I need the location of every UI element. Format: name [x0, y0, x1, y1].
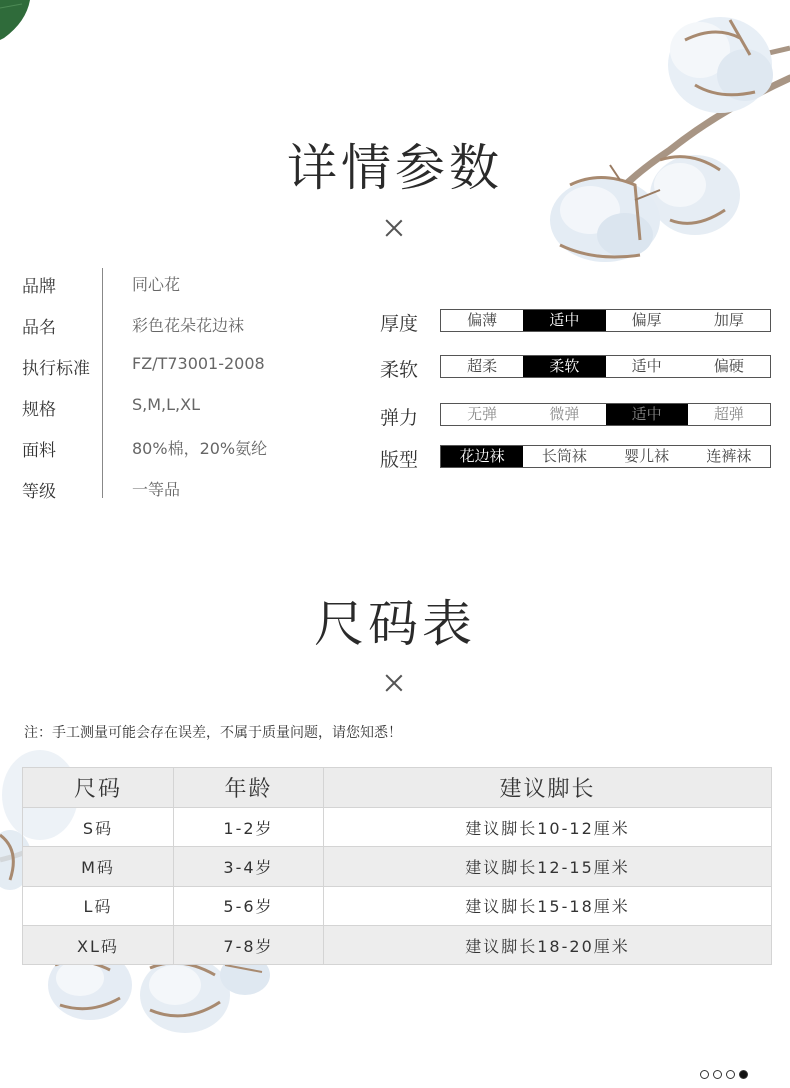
attr-option: 连裤袜: [706, 447, 752, 465]
attr-scale-softness: [440, 355, 771, 378]
cell-foot-length: 建议脚长10-12厘米: [324, 808, 772, 847]
leaf-decoration: [0, 0, 60, 60]
section-title-size-chart: 尺码表: [314, 595, 476, 653]
close-icon: [385, 674, 403, 692]
cell-size: M码: [23, 847, 174, 886]
pagination-dot[interactable]: [739, 1070, 748, 1079]
spec-value-size: S,M,L,XL: [132, 395, 201, 414]
spec-value-standard: FZ/T73001-2008: [132, 354, 265, 373]
cell-age: 5-6岁: [174, 886, 324, 925]
attr-option: 超弹: [713, 405, 744, 423]
attr-option: 加厚: [713, 311, 744, 329]
attr-option: 柔软: [523, 356, 605, 377]
attr-option: 长筒袜: [541, 447, 587, 465]
pagination-dot[interactable]: [713, 1070, 722, 1079]
spec-label-standard: 执行标准: [22, 359, 90, 379]
spec-value-fabric: 80%棉，20%氨纶: [132, 439, 268, 458]
spec-divider: [102, 268, 103, 498]
cell-age: 1-2岁: [174, 808, 324, 847]
cell-foot-length: 建议脚长12-15厘米: [324, 847, 772, 886]
measurement-note: 注：手工测量可能会存在误差，不属于质量问题，请您知悉！: [24, 725, 402, 741]
table-row: [23, 847, 772, 886]
attr-option: 适中: [631, 357, 662, 375]
table-row: [23, 808, 772, 847]
table-row: [23, 886, 772, 925]
attr-scale-thickness: [440, 309, 771, 332]
cell-size: XL码: [23, 925, 174, 964]
attr-option: 适中: [523, 310, 605, 331]
pagination-dots: [700, 1070, 748, 1079]
spec-label-grade: 等级: [22, 482, 56, 502]
pagination-dot[interactable]: [726, 1070, 735, 1079]
cell-age: 7-8岁: [174, 925, 324, 964]
close-icon: [385, 219, 403, 237]
pagination-dot[interactable]: [700, 1070, 709, 1079]
attr-option: 花边袜: [441, 446, 523, 467]
table-row: [23, 925, 772, 964]
attr-label-elasticity: 弹力: [380, 407, 419, 429]
attr-option: 微弹: [549, 405, 580, 423]
column-header-age: 年龄: [174, 768, 324, 808]
size-table: [22, 767, 772, 965]
spec-value-product-name: 彩色花朵花边袜: [132, 316, 245, 335]
cell-age: 3-4岁: [174, 847, 324, 886]
attr-option: 超柔: [467, 357, 498, 375]
cell-foot-length: 建议脚长18-20厘米: [324, 925, 772, 964]
spec-label-fabric: 面料: [22, 441, 56, 461]
spec-label-size: 规格: [22, 400, 56, 420]
cell-size: S码: [23, 808, 174, 847]
spec-value-grade: 一等品: [132, 480, 181, 499]
spec-label-product-name: 品名: [22, 318, 56, 338]
attr-scale-style: [440, 445, 771, 468]
table-header-row: [23, 768, 772, 808]
attr-option: 婴儿袜: [624, 447, 670, 465]
attr-option: 适中: [606, 404, 688, 425]
section-title-details: 详情参数: [287, 139, 503, 197]
attr-option: 偏厚: [631, 311, 662, 329]
spec-value-brand: 同心花: [132, 275, 181, 294]
column-header-size: 尺码: [23, 768, 174, 808]
attr-label-thickness: 厚度: [380, 313, 419, 335]
cell-foot-length: 建议脚长15-18厘米: [324, 886, 772, 925]
attr-option: 偏薄: [467, 311, 498, 329]
attr-label-style: 版型: [380, 449, 419, 471]
attr-label-softness: 柔软: [380, 359, 419, 381]
column-header-foot-length: 建议脚长: [324, 768, 772, 808]
attr-option: 偏硬: [713, 357, 744, 375]
attr-scale-elasticity: [440, 403, 771, 426]
cell-size: L码: [23, 886, 174, 925]
attr-option: 无弹: [467, 405, 498, 423]
spec-label-brand: 品牌: [22, 277, 56, 297]
